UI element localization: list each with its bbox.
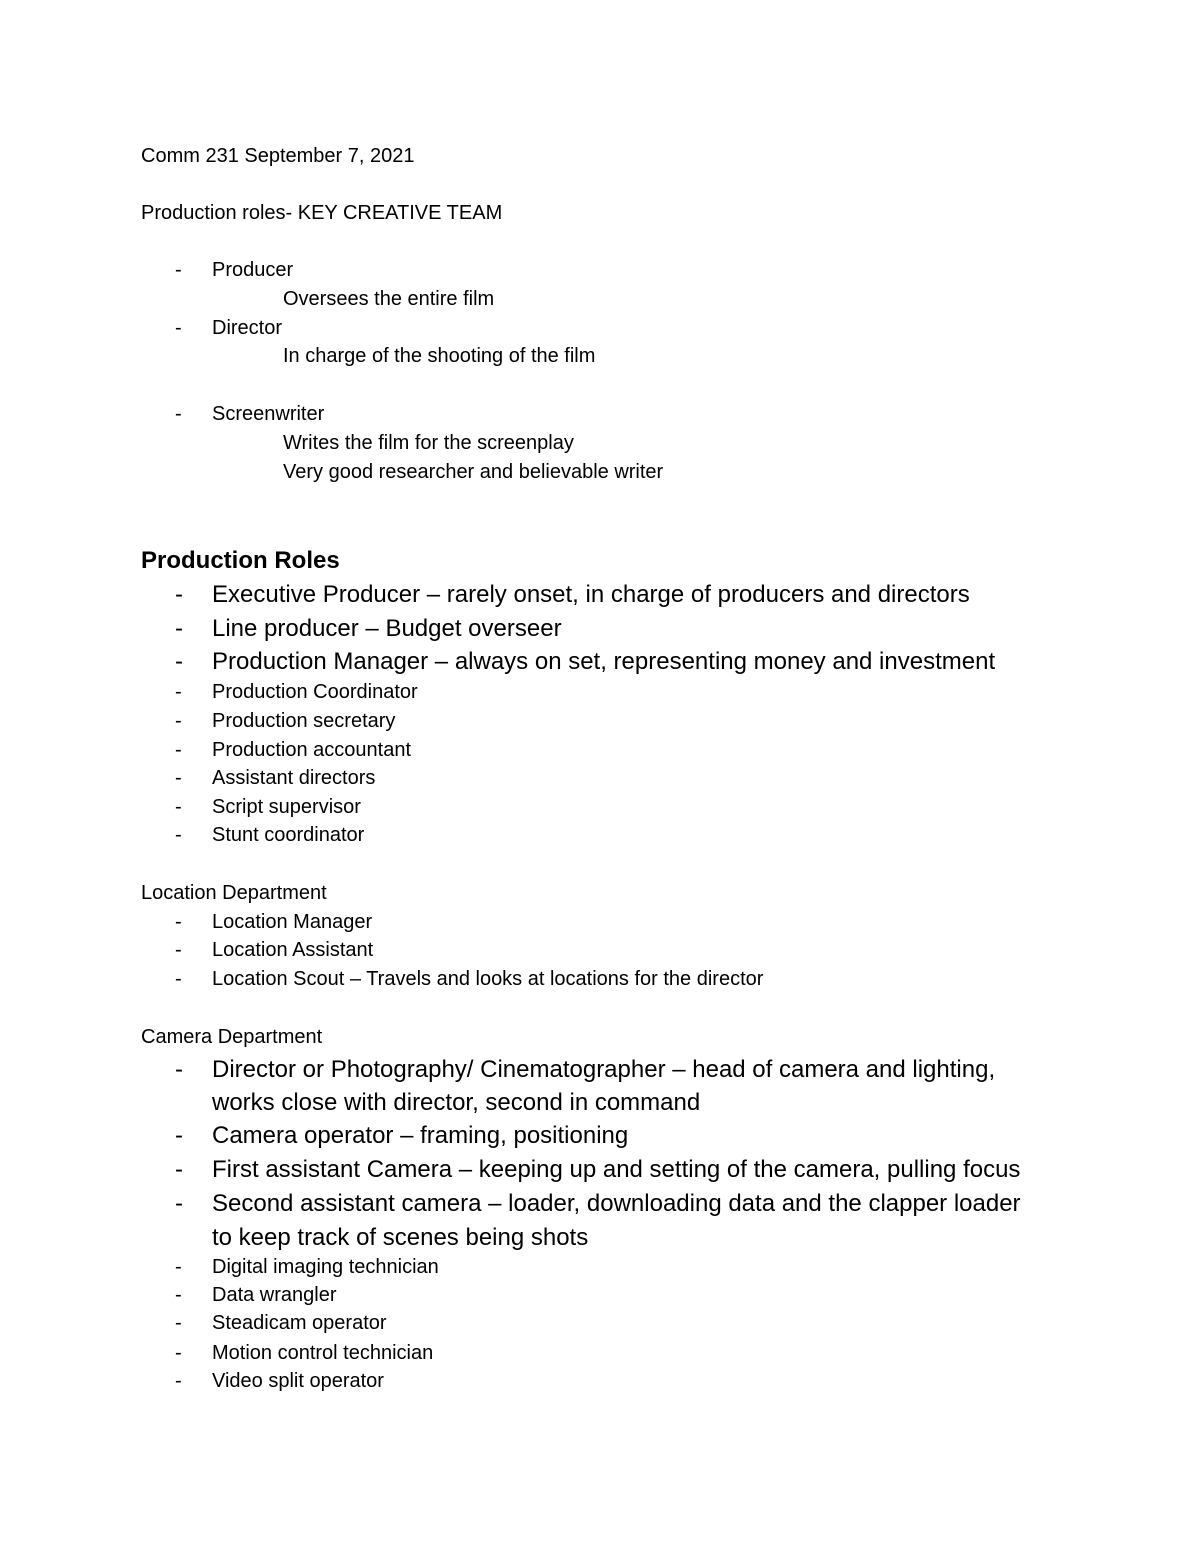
list-item-text: First assistant Camera – keeping up and setting of the camera, pulling focus (212, 1156, 1021, 1183)
list-item-text: Production secretary (212, 710, 396, 732)
list-item-text: Script supervisor (212, 796, 361, 818)
production-roles-heading: Production Roles (141, 547, 340, 574)
list-item-text: Data wrangler (212, 1284, 337, 1306)
bullet-dash: - (175, 1284, 182, 1306)
list-item-text: Production Manager – always on set, representing money and investment (212, 648, 996, 675)
list-item-text: Assistant directors (212, 767, 376, 789)
list-item-text: Director or Photography/ Cinematographer – head of camera and lighting, (212, 1056, 996, 1083)
role-note: Very good researcher and believable writer (283, 461, 664, 483)
bullet-dash: - (175, 581, 183, 608)
role-note: In charge of the shooting of the film (283, 345, 596, 367)
location-department-heading: Location Department (141, 882, 327, 904)
list-item-text: Video split operator (212, 1370, 384, 1392)
key-team-heading: Production roles- KEY CREATIVE TEAM (141, 202, 503, 224)
bullet-dash: - (175, 615, 183, 642)
bullet-dash: - (175, 317, 182, 339)
list-item-text: Motion control technician (212, 1342, 434, 1364)
list-item-text: Camera operator – framing, positioning (212, 1122, 629, 1149)
list-item-text: Line producer – Budget overseer (212, 615, 562, 642)
bullet-dash: - (175, 739, 182, 761)
bullet-dash: - (175, 1122, 183, 1149)
bullet-dash: - (175, 796, 182, 818)
list-item-text: Steadicam operator (212, 1312, 387, 1334)
role-name: Director (212, 317, 283, 339)
list-item-text: Location Manager (212, 911, 373, 933)
role-note: Writes the film for the screenplay (283, 432, 574, 454)
list-item-text: to keep track of scenes being shots (212, 1224, 589, 1251)
role-note: Oversees the entire film (283, 288, 495, 310)
bullet-dash: - (175, 1156, 183, 1183)
bullet-dash: - (175, 1370, 182, 1392)
list-item-text: Location Assistant (212, 939, 374, 961)
bullet-dash: - (175, 824, 182, 846)
list-item-text: Second assistant camera – loader, downloading data and the clapper loader (212, 1190, 1021, 1217)
camera-department-heading: Camera Department (141, 1026, 323, 1048)
list-item-text: Production accountant (212, 739, 412, 761)
bullet-dash: - (175, 648, 183, 675)
bullet-dash: - (175, 1256, 182, 1278)
list-item-text: works close with director, second in command (212, 1089, 701, 1116)
bullet-dash: - (175, 939, 182, 961)
bullet-dash: - (175, 259, 182, 281)
list-item-text: Production Coordinator (212, 681, 418, 703)
bullet-dash: - (175, 1312, 182, 1334)
document-title: Comm 231 September 7, 2021 (141, 145, 415, 167)
bullet-dash: - (175, 1190, 183, 1217)
bullet-dash: - (175, 767, 182, 789)
list-item-text: Digital imaging technician (212, 1256, 439, 1278)
role-name: Screenwriter (212, 403, 325, 425)
bullet-dash: - (175, 1342, 182, 1364)
bullet-dash: - (175, 403, 182, 425)
bullet-dash: - (175, 681, 182, 703)
list-item-text: Location Scout – Travels and looks at locations for the director (212, 968, 764, 990)
bullet-dash: - (175, 1056, 183, 1083)
bullet-dash: - (175, 710, 182, 732)
list-item-text: Stunt coordinator (212, 824, 365, 846)
bullet-dash: - (175, 968, 182, 990)
bullet-dash: - (175, 911, 182, 933)
list-item-text: Executive Producer – rarely onset, in charge of producers and directors (212, 581, 970, 608)
role-name: Producer (212, 259, 294, 281)
